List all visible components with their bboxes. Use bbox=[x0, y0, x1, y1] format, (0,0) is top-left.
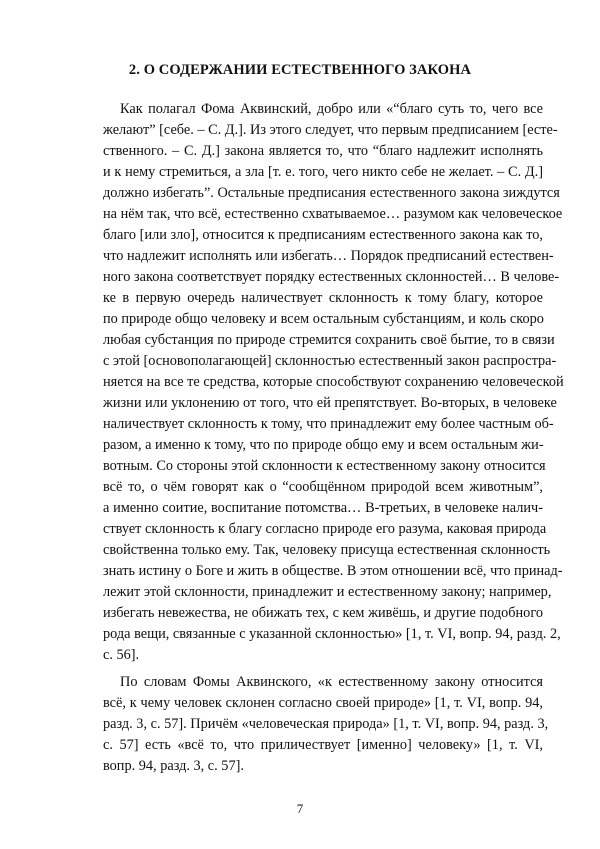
text-line: желают” [себе. – С. Д.]. Из этого следует, что первым предписанием [есте- bbox=[103, 122, 558, 138]
text-line: ственного. – С. Д.] закона является то, что “благо надлежит исполнять bbox=[103, 143, 543, 159]
text-line: с этой [основополагающей] склонностью естественный закон распростра- bbox=[103, 353, 557, 369]
text-line: с. 56]. bbox=[103, 647, 140, 663]
text-line: вотным. Со стороны этой склонности к естественному закону относится bbox=[103, 458, 546, 474]
text-line: рода вещи, связанные с указанной склонностью» [1, т. VI, вопр. 94, разд. 2, bbox=[103, 626, 561, 642]
text-line: вопр. 94, разд. 3, с. 57]. bbox=[103, 758, 244, 774]
text-line: всё то, о чём говорят как о “сообщённом природой всем животным”, bbox=[103, 479, 543, 495]
text-line: знать истину о Боге и жить в обществе. В этом отношении всё, что принад- bbox=[103, 563, 563, 579]
text-line: ного закона соответствует порядку естественных склонностей… В челове- bbox=[103, 269, 560, 285]
text-line: любая субстанция по природе стремится сохранить своё бытие, то в связи bbox=[103, 332, 555, 348]
text-line: и к нему стремиться, а зла [т. е. того, чего никто себе не желает. – С. Д.] bbox=[103, 164, 543, 180]
text-line: ке в первую очередь наличествует склонность к тому благу, которое bbox=[103, 290, 543, 306]
text-line: благо [или зло], относится к предписаниям естественного закона как то, bbox=[103, 227, 543, 243]
text-line: жизни или уклонению от того, что ей препятствует. Во-вторых, в человеке bbox=[103, 395, 557, 411]
page-number: 7 bbox=[296, 801, 304, 816]
text-line: наличествует склонность к тому, что принадлежит ему более частным об- bbox=[103, 416, 554, 432]
text-line: а именно соитие, воспитание потомства… В-третьих, в человеке налич- bbox=[103, 500, 543, 516]
text-line: на нём так, что всё, естественно схватываемое… разумом как человеческое bbox=[103, 206, 563, 222]
text-line: ствует склонность к благу согласно природе его разума, каковая природа bbox=[103, 521, 547, 537]
text-line: с. 57] есть «всё то, что приличествует [именно] человеку» [1, т. VI, bbox=[103, 737, 543, 753]
text-line: разд. 3, с. 57]. Причём «человеческая природа» [1, т. VI, вопр. 94, разд. 3, bbox=[103, 716, 549, 732]
text-line: всё, к чему человек склонен согласно своей природе» [1, т. VI, вопр. 94, bbox=[103, 695, 543, 711]
text-line: лежит этой склонности, принадлежит и естественному закону; например, bbox=[103, 584, 552, 600]
text-line: Как полагал Фома Аквинский, добро или «“благо суть то, чего все bbox=[120, 101, 543, 117]
text-line: должно избегать”. Остальные предписания естественного закона зиждутся bbox=[103, 185, 560, 201]
text-line: свойственна только ему. Так, человеку присуща естественная склонность bbox=[103, 542, 551, 558]
text-line: няется на все те средства, которые способствуют сохранению человеческой bbox=[103, 374, 564, 390]
text-line: по природе общо человеку и всем остальным субстанциям, и коль скоро bbox=[103, 311, 544, 327]
text-line: избегать невежества, не обижать тех, с кем живёшь, и другие подобного bbox=[103, 605, 543, 621]
text-line: По словам Фомы Аквинского, «к естественному закону относится bbox=[120, 674, 543, 690]
section-heading: 2. О СОДЕРЖАНИИ ЕСТЕСТВЕННОГО ЗАКОНА bbox=[128, 62, 472, 78]
text-line: что надлежит исполнять или избегать… Порядок предписаний естествен- bbox=[103, 248, 554, 264]
text-line: разом, а именно к тому, что по природе общо ему и всем остальным жи- bbox=[103, 437, 544, 453]
